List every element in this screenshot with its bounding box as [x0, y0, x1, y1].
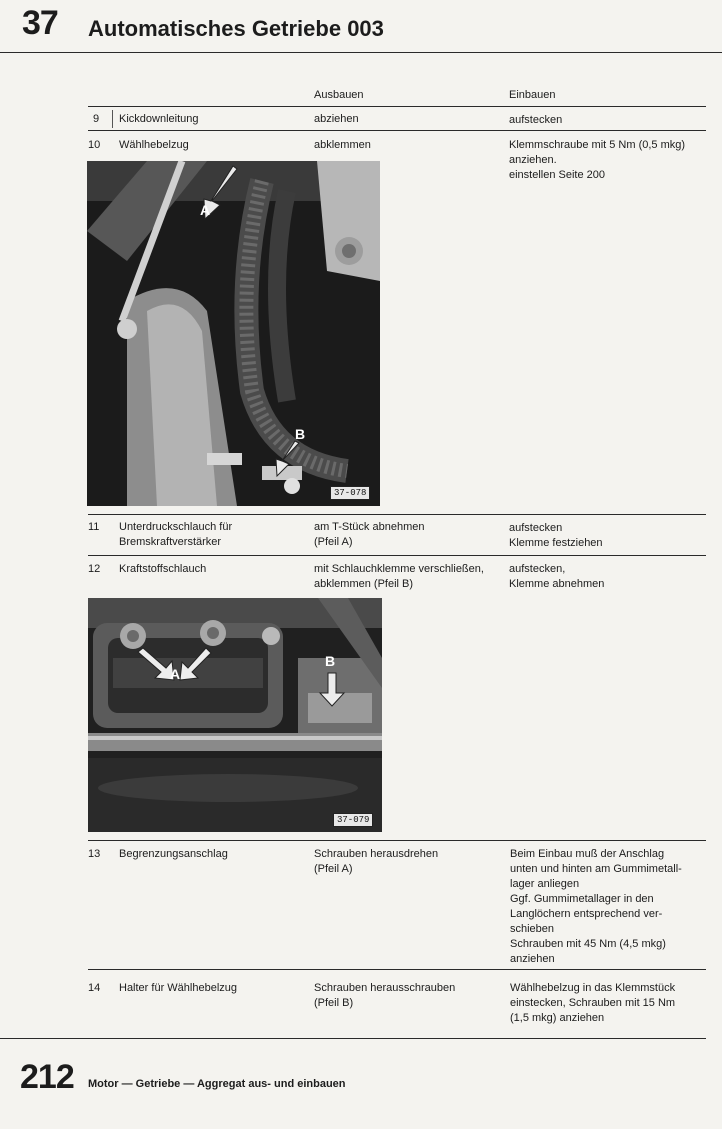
column-header-ausbauen: Ausbauen [314, 89, 364, 101]
table-rule [88, 969, 706, 970]
row-number: 9 [93, 113, 100, 125]
header-rule [0, 52, 722, 53]
row-einbauen: aufstecken, Klemme abnehmen [509, 563, 605, 590]
table-rule [88, 514, 706, 515]
row-number: 13 [88, 848, 101, 860]
arrow-label-a: A [170, 666, 181, 682]
arrow-label-b: B [295, 426, 306, 442]
table-rule [88, 130, 706, 131]
figure-label: 37-078 [330, 486, 370, 500]
arrow-label-b: B [325, 653, 336, 669]
row-part: Wählhebelzug [119, 139, 189, 151]
row-number: 11 [88, 521, 100, 533]
engine-photo-illustration [87, 161, 380, 506]
footer-rule [0, 1038, 706, 1039]
row-ausbauen: mit Schlauchklemme verschließen, abklemmen (Pfeil B) [314, 563, 484, 590]
row-einbauen: aufstecken [509, 114, 563, 126]
arrow-label-a: A [200, 202, 211, 218]
row-part: Halter für Wählhebelzug [119, 982, 238, 994]
row-part: Unterdruckschlauch für Bremskraftverstärker [119, 521, 233, 548]
row-ausbauen: Schrauben herausdrehen (Pfeil A) [314, 848, 439, 875]
row-ausbauen: abklemmen [314, 139, 371, 151]
row-part: Kickdownleitung [119, 113, 199, 125]
engine-photo-037-079 [88, 598, 382, 832]
engine-photo-037-078 [87, 161, 380, 506]
row-number: 10 [88, 139, 101, 151]
table-rule [88, 555, 706, 556]
row-ausbauen: Schrauben herausschrauben (Pfeil B) [314, 982, 456, 1009]
engine-photo-illustration [88, 598, 382, 832]
page-title: Automatisches Getriebe 003 [88, 16, 384, 41]
row-ausbauen: abziehen [314, 113, 359, 125]
figure-label: 37-079 [333, 813, 373, 827]
table-rule [88, 106, 706, 107]
row-ausbauen: am T-Stück abnehmen (Pfeil A) [314, 521, 425, 548]
row-einbauen: Wählhebelzug in das Klemmstück einstecken, Schrauben mit 15 Nm (1,5 mkg) anziehen [510, 982, 676, 1024]
row-number: 14 [88, 982, 101, 994]
chapter-number: 37 [22, 4, 58, 42]
row-einbauen: Klemmschraube mit 5 Nm (0,5 mkg) anziehen. einstellen Seite 200 [509, 139, 686, 181]
footer-text: Motor — Getriebe — Aggregat aus- und einbauen [88, 1078, 346, 1090]
row-part: Kraftstoffschlauch [119, 563, 207, 575]
row-part: Begrenzungsanschlag [119, 848, 228, 860]
row-number: 12 [88, 563, 101, 575]
column-header-einbauen: Einbauen [509, 89, 556, 101]
page-number: 212 [20, 1058, 74, 1096]
row-einbauen: Beim Einbau muß der Anschlag unten und hinten am Gummimetall- lager anliegen Ggf. Gummimetallager in den Langlöchern entsprechend ver- schieben Schrauben mit 45 Nm (4,5 mkg) anziehen [510, 848, 682, 965]
row-einbauen: aufstecken Klemme festziehen [509, 522, 603, 549]
table-rule [88, 840, 706, 841]
row-divider [112, 110, 113, 128]
